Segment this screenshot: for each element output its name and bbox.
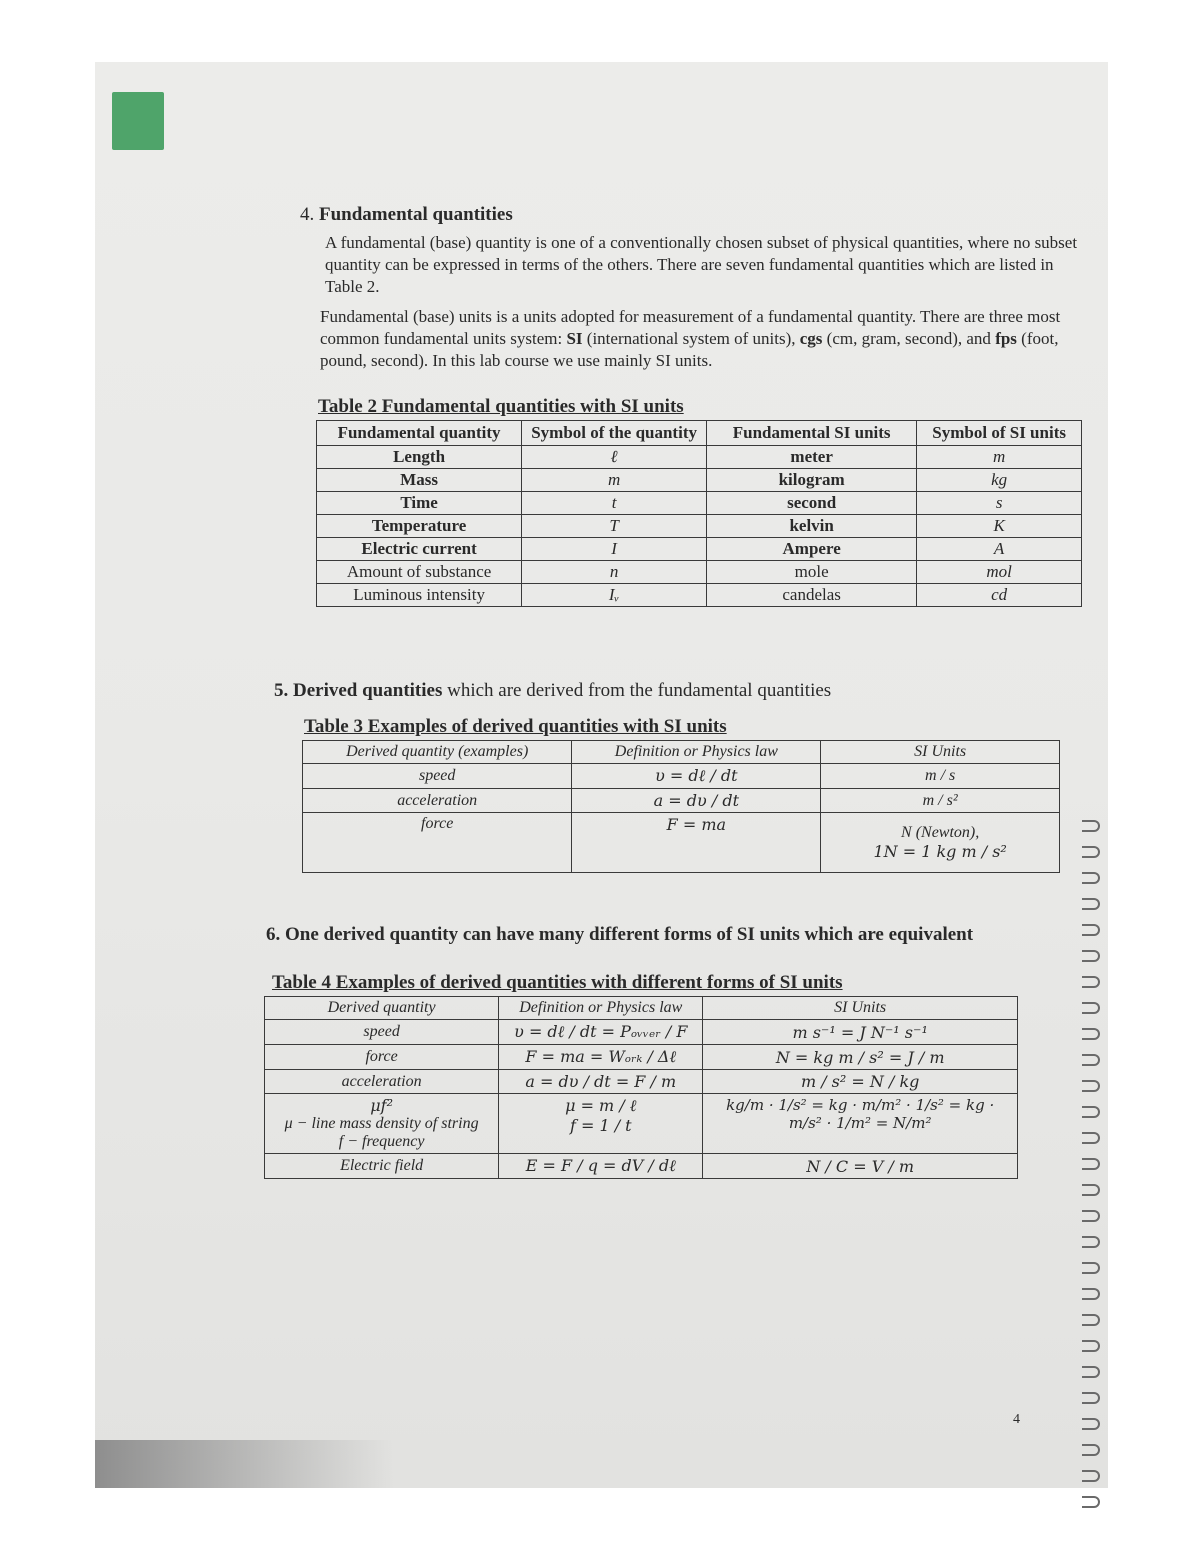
- table-cell: Temperature: [317, 515, 522, 538]
- table-cell: meter: [707, 446, 917, 469]
- table-cell: second: [707, 492, 917, 515]
- table-row: [317, 515, 1082, 538]
- table-header-cell: Fundamental SI units: [707, 421, 917, 446]
- table-cell: force: [265, 1045, 499, 1070]
- section-5-heading: 5. Derived quantities which are derived from the fundamental quantities: [274, 680, 832, 701]
- table-cell: E = F / q = dV / dℓ: [499, 1154, 703, 1179]
- table-cell: υ = dℓ / dt: [572, 764, 821, 789]
- table-header-cell: Fundamental quantity: [317, 421, 522, 446]
- page-number: 4: [1013, 1412, 1020, 1427]
- table-header-cell: Definition or Physics law: [499, 997, 703, 1020]
- table-row: [303, 764, 1060, 789]
- section-6-heading: 6. One derived quantity can have many different forms of SI units which are equivalent: [266, 924, 974, 945]
- table-cell: candelas: [707, 584, 917, 607]
- table-cell: μf² μ − line mass density of string f − frequency: [265, 1094, 499, 1154]
- table-cell: m: [917, 446, 1082, 469]
- table-cell: Luminous intensity: [317, 584, 522, 607]
- table-4-caption: Table 4 Examples of derived quantities with different forms of SI units: [272, 972, 843, 993]
- table-cell: N / C = V / m: [703, 1154, 1018, 1179]
- table-cell: N (Newton), 1N = 1 kg m / s²: [821, 813, 1060, 873]
- table-cell: kg: [917, 469, 1082, 492]
- table-3: [302, 740, 1060, 873]
- table-cell: T: [522, 515, 707, 538]
- table-header-cell: SI Units: [703, 997, 1018, 1020]
- table-row: [317, 561, 1082, 584]
- table-cell: m s⁻¹ = J N⁻¹ s⁻¹: [703, 1020, 1018, 1045]
- table-4: [264, 996, 1018, 1179]
- section-6-title: One derived quantity can have many different forms of SI units which are equivalent: [285, 924, 974, 945]
- table-row: [317, 469, 1082, 492]
- table-row: [303, 813, 1060, 873]
- table-row: [265, 1154, 1018, 1179]
- table-cell: K: [917, 515, 1082, 538]
- green-tab-marker: [112, 92, 164, 150]
- table-cell: F = ma = Wₒᵣₖ / Δℓ: [499, 1045, 703, 1070]
- table-cell: υ = dℓ / dt = Pₒᵥᵥₑᵣ / F: [499, 1020, 703, 1045]
- table-cell: s: [917, 492, 1082, 515]
- table-cell: speed: [303, 764, 572, 789]
- table-2-caption: Table 2 Fundamental quantities with SI units: [318, 396, 684, 417]
- table-cell: ℓ: [522, 446, 707, 469]
- table-cell: cd: [917, 584, 1082, 607]
- table-header-row: [265, 997, 1018, 1020]
- table-cell: N = kg m / s² = J / m: [703, 1045, 1018, 1070]
- table-cell: Time: [317, 492, 522, 515]
- table-header-cell: Symbol of the quantity: [522, 421, 707, 446]
- table-cell: A: [917, 538, 1082, 561]
- table-header-row: [303, 741, 1060, 764]
- table-cell: Mass: [317, 469, 522, 492]
- table-cell: acceleration: [303, 789, 572, 813]
- table-cell: I: [522, 538, 707, 561]
- table-cell: m: [522, 469, 707, 492]
- table-cell: t: [522, 492, 707, 515]
- table-header-cell: Definition or Physics law: [572, 741, 821, 764]
- table-cell: Electric current: [317, 538, 522, 561]
- table-2: [316, 420, 1082, 607]
- table-cell: n: [522, 561, 707, 584]
- section-4-paragraph-2: Fundamental (base) units is a units adopted for measurement of a fundamental quantity. There are three most common fundamental units system: SI (international system of units), cgs (cm, gram, second), and fps (foot, pound, second). In this lab course we use mainly SI units.: [320, 307, 1061, 370]
- table-cell: mol: [917, 561, 1082, 584]
- table-cell: m / s² = N / kg: [703, 1070, 1018, 1094]
- table-header-row: [317, 421, 1082, 446]
- table-cell: F = ma: [572, 813, 821, 873]
- table-3-caption: Table 3 Examples of derived quantities with SI units: [304, 716, 727, 737]
- table-cell: mole: [707, 561, 917, 584]
- table-row: [265, 1020, 1018, 1045]
- table-header-cell: Derived quantity (examples): [303, 741, 572, 764]
- table-cell: a = dυ / dt: [572, 789, 821, 813]
- table-header-cell: Derived quantity: [265, 997, 499, 1020]
- table-cell: m / s²: [821, 789, 1060, 813]
- table-row: [265, 1070, 1018, 1094]
- table-header-cell: SI Units: [821, 741, 1060, 764]
- section-4-paragraph-1: A fundamental (base) quantity is one of a conventionally chosen subset of physical quantities, where no subset quantity can be expressed in terms of the others. There are seven fundamental quantities which are listed in Table 2.: [325, 233, 1078, 296]
- table-cell: Electric field: [265, 1154, 499, 1179]
- table-cell: a = dυ / dt = F / m: [499, 1070, 703, 1094]
- table-cell: Length: [317, 446, 522, 469]
- spiral-binding: [1078, 820, 1118, 1480]
- table-cell: acceleration: [265, 1070, 499, 1094]
- table-row: [265, 1045, 1018, 1070]
- table-cell: Amount of substance: [317, 561, 522, 584]
- table-header-cell: Symbol of SI units: [917, 421, 1082, 446]
- table-cell: force: [303, 813, 572, 873]
- table-row: [317, 538, 1082, 561]
- table-row: [303, 789, 1060, 813]
- table-cell: m / s: [821, 764, 1060, 789]
- table-cell: Ampere: [707, 538, 917, 561]
- table-cell: μ = m / ℓ f = 1 / t: [499, 1094, 703, 1154]
- corner-shadow: [95, 1440, 395, 1488]
- table-row: [317, 446, 1082, 469]
- table-row: [317, 584, 1082, 607]
- table-cell: kilogram: [707, 469, 917, 492]
- table-cell: Iᵥ: [522, 584, 707, 607]
- table-row: [317, 492, 1082, 515]
- table-cell: kg/m · 1/s² = kg · m/m² · 1/s² = kg · m/s² · 1/m² = N/m²: [703, 1094, 1018, 1154]
- section-5-title: Derived quantities: [293, 680, 443, 701]
- table-cell: speed: [265, 1020, 499, 1045]
- section-4-title: Fundamental quantities: [319, 204, 513, 225]
- section-4: [300, 204, 1090, 372]
- table-cell: kelvin: [707, 515, 917, 538]
- section-4-heading: 4. Fundamental quantities: [300, 204, 513, 225]
- table-row: [265, 1094, 1018, 1154]
